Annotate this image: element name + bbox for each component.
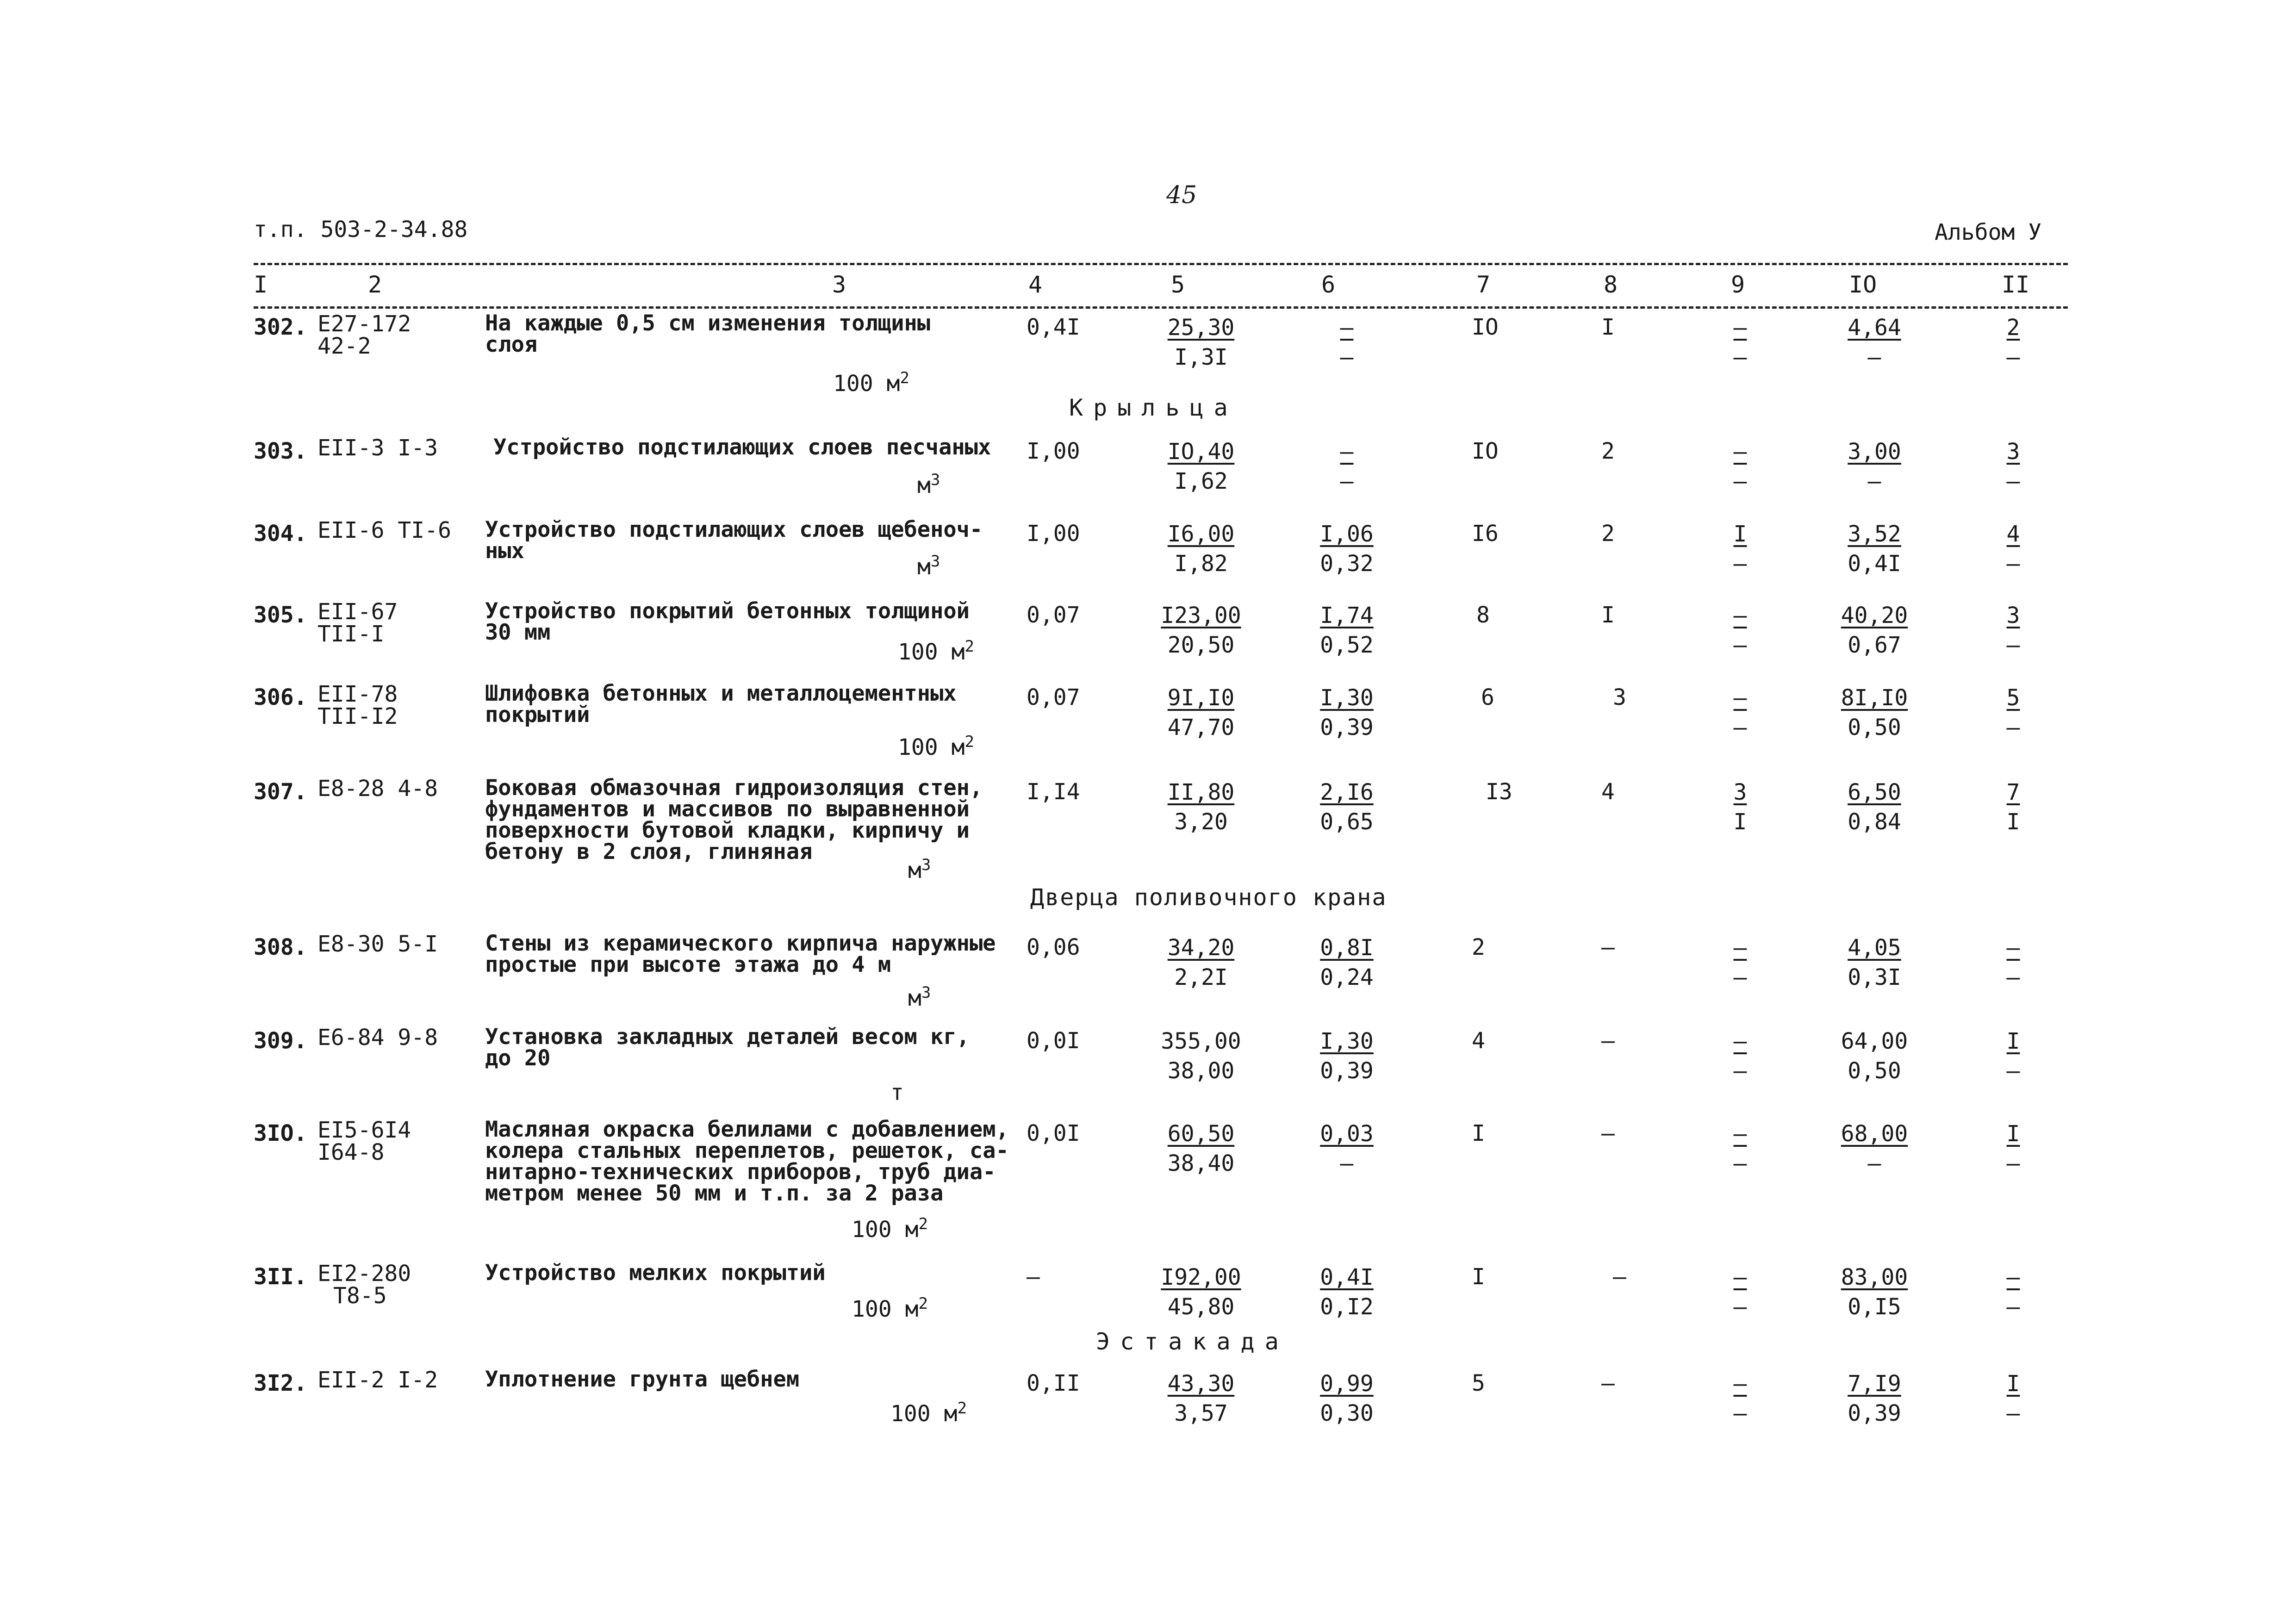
norm-code: ЕII-67 TII-I — [317, 599, 398, 647]
quantity: 0,07 — [1027, 602, 1080, 628]
col9-value: – – — [1733, 935, 1747, 990]
album-label: Альбом У — [1935, 219, 2042, 245]
cost-value: $\frac{I92,00}{45,80}$ — [1161, 1264, 1241, 1320]
grade-value: 3 — [1613, 684, 1626, 710]
norm-code: Е27-172 42-2 — [317, 311, 411, 359]
quantity: 0,0I — [1027, 1120, 1080, 1146]
col10-value: $\frac{40,20}{0,67}$ — [1841, 603, 1908, 658]
grade-value: – — [1601, 1028, 1615, 1054]
col9-value: – – — [1733, 315, 1747, 370]
norm-code: ЕII-6 TI-6 — [317, 517, 451, 543]
section-heading-estakada: Эстакада — [1096, 1328, 1289, 1355]
labor-value: I — [1472, 1264, 1485, 1290]
work-description: Устройство мелких покрытий — [485, 1260, 826, 1286]
labor-value: 8 — [1476, 602, 1490, 628]
quantity: I,00 — [1027, 438, 1080, 464]
measure-unit: т — [890, 1080, 904, 1106]
col11-value: 3 – — [2006, 439, 2020, 494]
machine-cost: $\frac{I,06}{0,32}$ — [1320, 521, 1374, 577]
col10-value: $\frac{7,I9}{0,39}$ — [1848, 1371, 1901, 1426]
quantity: 0,II — [1027, 1370, 1080, 1396]
column-number-3: 3 — [832, 271, 846, 298]
quantity: I,00 — [1027, 521, 1080, 547]
cost-value: 355,00 38,00 — [1161, 1028, 1241, 1084]
col11-value: 2 – — [2006, 315, 2020, 370]
col10-value: $\frac{83,00}{0,I5}$ — [1841, 1264, 1908, 1320]
section-heading-kryltsa: Крыльца — [1069, 394, 1238, 421]
column-number-11: II — [2002, 271, 2030, 298]
row-number: 3IO. — [254, 1120, 307, 1146]
row-number: 308. — [254, 934, 307, 960]
cost-value: $\frac{34,20}{2,2I}$ — [1167, 935, 1235, 990]
cost-value: $\frac{IO,40}{I,62}$ — [1167, 439, 1235, 494]
measure-unit: 100 $м^2$ — [833, 369, 909, 397]
col11-value: 5 – — [2006, 685, 2020, 740]
work-description: Устройство подстилающих слоев щебеноч- ных — [485, 517, 983, 564]
section-heading-dvertsa: Дверца поливочного крана — [1030, 884, 1387, 911]
col11-value: – – — [2006, 935, 2020, 990]
col9-value: – – — [1733, 439, 1747, 494]
column-number-2: 2 — [368, 271, 382, 298]
work-description: Боковая обмазочная гидроизоляция стен, фундаментов и массивов по выравненной поверхности бутовой кладки, кирпичу и бетону в 2 слоя, глиняная — [485, 775, 983, 864]
norm-code: ЕI2-280 T8-5 — [317, 1261, 411, 1309]
document-reference: т.п. 503-2-34.88 — [254, 217, 468, 243]
machine-cost: – – — [1340, 439, 1354, 494]
work-description: Устройство подстилающих слоев песчаных — [493, 435, 991, 460]
work-description: Стены из керамического кирпича наружные простые при высоте этажа до 4 м — [485, 931, 996, 977]
col9-value: – – — [1733, 685, 1747, 740]
measure-unit: 100 $м^2$ — [898, 637, 974, 665]
quantity: 0,4I — [1027, 314, 1080, 340]
machine-cost: – – — [1340, 315, 1354, 370]
row-number: 306. — [254, 684, 307, 710]
row-number: 3II. — [254, 1264, 307, 1290]
labor-value: I6 — [1472, 521, 1499, 547]
col9-value: – – — [1733, 1264, 1747, 1320]
row-number: 307. — [254, 779, 307, 805]
column-number-4: 4 — [1028, 271, 1043, 298]
grade-value: 4 — [1601, 779, 1615, 805]
machine-cost: $\frac{0,99}{0,30}$ — [1320, 1371, 1374, 1426]
col10-value: 3,00 – — [1848, 439, 1901, 494]
measure-unit: $м^3$ — [908, 983, 931, 1011]
quantity: I,I4 — [1027, 779, 1080, 805]
machine-cost: 0,03 – — [1320, 1121, 1374, 1176]
col10-value: 68,00 – — [1841, 1121, 1908, 1176]
col11-value: – – — [2006, 1264, 2020, 1320]
measure-unit: $м^3$ — [917, 552, 940, 580]
norm-code: ЕI5-6I4 I64-8 — [317, 1117, 411, 1165]
col9-value: I – — [1733, 521, 1747, 577]
work-description: Уплотнение грунта щебнем — [485, 1367, 800, 1392]
labor-value: IO — [1472, 314, 1499, 340]
col9-value: $\frac{3}{I}$ — [1733, 779, 1747, 835]
col11-value: I – — [2006, 1028, 2020, 1084]
col11-value: I – — [2006, 1371, 2020, 1426]
labor-value: IO — [1472, 438, 1499, 464]
machine-cost: $\frac{I,74}{0,52}$ — [1320, 603, 1374, 658]
labor-value: 2 — [1472, 934, 1485, 960]
labor-value: 6 — [1481, 684, 1494, 710]
labor-value: I — [1472, 1120, 1485, 1146]
machine-cost: $\frac{2,I6}{0,65}$ — [1320, 779, 1374, 835]
cost-value: $\frac{II,80}{3,20}$ — [1167, 779, 1235, 835]
col10-value: $\frac{4,05}{0,3I}$ — [1848, 935, 1901, 990]
column-number-10: IO — [1849, 271, 1877, 298]
header-bottom-divider — [254, 306, 2068, 309]
col10-value: $\frac{8I,I0}{0,50}$ — [1841, 685, 1908, 740]
grade-value: I — [1601, 314, 1615, 340]
column-number-6: 6 — [1321, 271, 1336, 298]
cost-value: $\frac{I23,00}{20,50}$ — [1161, 603, 1241, 658]
labor-value: 4 — [1472, 1028, 1485, 1054]
grade-value: I — [1601, 602, 1615, 628]
labor-value: 5 — [1472, 1370, 1485, 1396]
column-number-8: 8 — [1604, 271, 1618, 298]
machine-cost: $\frac{0,4I}{0,I2}$ — [1320, 1264, 1374, 1320]
grade-value: – — [1601, 1120, 1615, 1146]
cost-value: $\frac{I6,00}{I,82}$ — [1167, 521, 1235, 577]
quantity: – — [1027, 1264, 1040, 1290]
row-number: 303. — [254, 438, 307, 464]
quantity: 0,06 — [1027, 934, 1080, 960]
cost-value: $\frac{60,50}{38,40}$ — [1167, 1121, 1235, 1176]
page-number: 45 — [1166, 181, 1197, 209]
norm-code: ЕII-78 TII-I2 — [317, 681, 398, 729]
cost-value: $\frac{25,30}{I,3I}$ — [1167, 315, 1235, 370]
measure-unit: 100 $м^2$ — [898, 733, 974, 760]
grade-value: 2 — [1601, 521, 1615, 547]
col9-value: – – — [1733, 1371, 1747, 1426]
col10-value: $\frac{3,52}{0,4I}$ — [1848, 521, 1901, 577]
col9-value: – – — [1733, 1028, 1747, 1084]
col9-value: – – — [1733, 603, 1747, 658]
work-description: Масляная окраска белилами с добавлением, колера стальных переплетов, решеток, са- нитарно-технических приборов, труб диа- метром менее 50 мм и т.п. за 2 раза — [485, 1117, 1009, 1206]
cost-value: $\frac{43,30}{3,57}$ — [1167, 1371, 1235, 1426]
col10-value: $\frac{6,50}{0,84}$ — [1848, 779, 1901, 835]
col11-value: 3 – — [2006, 603, 2020, 658]
grade-value: – — [1613, 1264, 1626, 1290]
row-number: 309. — [254, 1028, 307, 1054]
work-description: На каждые 0,5 см изменения толщины слоя — [485, 311, 931, 357]
column-number-9: 9 — [1731, 271, 1745, 298]
col9-value: – – — [1733, 1121, 1747, 1176]
norm-code: ЕII-3 I-3 — [317, 435, 438, 461]
machine-cost: $\frac{0,8I}{0,24}$ — [1320, 935, 1374, 990]
col11-value: $\frac{7}{I}$ — [2006, 779, 2020, 835]
col11-value: 4 – — [2006, 521, 2020, 577]
measure-unit: 100 $м^2$ — [852, 1215, 928, 1243]
header-top-divider — [254, 263, 2068, 265]
col10-value: 64,00 0,50 — [1841, 1028, 1908, 1084]
measure-unit: 100 $м^2$ — [890, 1399, 967, 1427]
work-description: Устройство покрытий бетонных толщиной 30 мм — [485, 598, 970, 645]
grade-value: – — [1601, 934, 1615, 960]
cost-value: $\frac{9I,I0}{47,70}$ — [1167, 685, 1235, 740]
norm-code: Е8-30 5-I — [317, 931, 438, 957]
row-number: 305. — [254, 602, 307, 628]
norm-code: ЕII-2 I-2 — [317, 1367, 438, 1393]
measure-unit: $м^3$ — [917, 471, 940, 498]
column-number-5: 5 — [1171, 271, 1185, 298]
work-description: Установка закладных деталей весом кг, до 20 — [485, 1024, 970, 1071]
machine-cost: $\frac{I,30}{0,39}$ — [1320, 1028, 1374, 1084]
grade-value: 2 — [1601, 438, 1615, 464]
machine-cost: $\frac{I,30}{0,39}$ — [1320, 685, 1374, 740]
quantity: 0,07 — [1027, 684, 1080, 710]
measure-unit: $м^3$ — [908, 856, 931, 883]
column-number-1: I — [254, 271, 268, 298]
row-number: 302. — [254, 314, 307, 340]
labor-value: I3 — [1486, 779, 1512, 805]
column-number-7: 7 — [1476, 271, 1491, 298]
row-number: 3I2. — [254, 1370, 307, 1396]
norm-code: Е8-28 4-8 — [317, 776, 438, 802]
row-number: 304. — [254, 521, 307, 547]
col10-value: 4,64 – — [1848, 315, 1901, 370]
col11-value: I – — [2006, 1121, 2020, 1176]
quantity: 0,0I — [1027, 1028, 1080, 1054]
grade-value: – — [1601, 1370, 1615, 1396]
work-description: Шлифовка бетонных и металлоцементных покрытий — [485, 681, 957, 728]
norm-code: Е6-84 9-8 — [317, 1025, 438, 1051]
measure-unit: 100 $м^2$ — [852, 1294, 928, 1322]
